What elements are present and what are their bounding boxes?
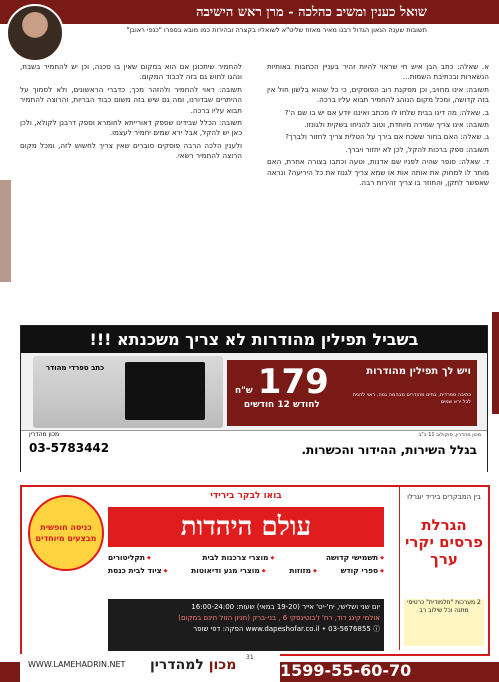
ad-footer — [21, 430, 487, 472]
ad-phone-label: מכון מהדרין — [29, 431, 60, 438]
paragraph: תשובה: אינו צריך שמירה מיוחדת, וטוב להניחו בשקית ולגונזו. — [304, 120, 489, 130]
fair-title: עולם היהדות — [108, 507, 384, 547]
article-column-left — [20, 62, 242, 164]
fair-main-panel — [108, 489, 384, 651]
decorative-side-tab-right — [492, 312, 499, 414]
article-column-right — [267, 62, 489, 190]
fair-top-line: בואו לבקר בירידי — [210, 491, 282, 501]
brand-accent: למהדרין — [150, 657, 204, 673]
price-monthly: לחודש 12 חודשים — [243, 400, 320, 410]
fair-venue-line: אולמי קינג דוד, רח' ז'בוטינסקי 6 , בני-ברק (חניון הזול חינם במקום) — [178, 614, 380, 622]
case-label: כתב ספרדי מהודר — [45, 364, 105, 372]
raffle-prizes: 2 מערכות "תלמודית" כרטיסי מתנה וכל שילוב רב — [404, 599, 484, 646]
footer-phone[interactable]: 1599-55-60-70 — [280, 661, 412, 680]
paragraph: תשובה: ראוי להחמיר ולהזהר מכך, כדברי הראשונים, ולא לסמוך על ההיתרים שבדורנו, ומה גם שיש בזה משום כבוד הבריות, והרוצה להחמיר תבוא עליו ברכה. — [20, 84, 242, 115]
paragraph: א. שאלה: כתב הבן איש חי שראוי להיות זהיר בעניין הכתבות באותיות הנשארות ובכתיבת השמות... — [267, 62, 489, 82]
fair-contact-line[interactable]: www.dapeshofar.co.il • 03-5676855 ⓘ הפקה: דפי שופר — [193, 625, 380, 633]
ad-slogan: בגלל השירות, ההידור והכשרות. — [301, 443, 477, 457]
price-unit: ש"ח — [235, 386, 253, 396]
category-item: ◆ תקליטורים — [108, 551, 151, 564]
intro-text: תשובות שענה הגאון הגדול רבנו מאיר מאזוז שליט"א לשואליו בקצרה ובהירות כמו מובא בספרו "כנפי ראובן" — [126, 26, 427, 34]
paragraph: ג. שאלה: האם בחור ששכח אם בירך על הטלית צריך לחזור ולברך? — [285, 132, 489, 142]
category-item: ◆ ספרי קודש — [341, 564, 384, 577]
paragraph: ב. שאלה: מה דינו בבית שלחו לו מכתב ואיננו יודע אם יש בו שם ה'? — [284, 107, 489, 117]
decorative-side-tab — [0, 180, 11, 282]
raffle-title: הגרלת פרסים יקרי ערך — [404, 516, 484, 568]
paragraph: תשובה: אינו מחויב, וכן מסקנת רוב הפוסקים, כי כל שהוא בלשון חול אין בזה קדושה, ומכל מקום הנוהג להחמיר תבוא עליו ברכה. — [267, 84, 489, 105]
paragraph: תשובה: הכלל שבידינו שספק דאורייתא לחומרא וספק דרבנן לקולא, ולכן כאן יש להקל, אבל ירא שמים יחמיר לעצמו. — [20, 118, 242, 138]
tefillin-box-icon — [125, 362, 205, 420]
paragraph: להחמיר שיתכונן אם הוא במקום שאין בו סכנה, וכן יש להחמיר בשבת, ונהגו לחוש גם בזה לכבוד המקום. — [20, 62, 242, 82]
category-row — [108, 564, 384, 577]
offer-title: ויש לך תפילין מהודרות — [366, 366, 471, 377]
raffle-intro: בין המבקרים ביריד יוגרלו — [407, 493, 481, 501]
paragraph: תשובה: ספק ברכות להקל, לכן לא יחזור ויברך. — [345, 144, 489, 154]
fair-categories — [108, 551, 384, 577]
category-row — [108, 551, 384, 564]
ad-address: מכון מהדרין, סוקולוב 11 ב"ב — [418, 432, 481, 438]
price-value: 179 — [257, 362, 329, 402]
page-number: 31 — [246, 654, 254, 661]
fair-advertisement[interactable] — [20, 485, 490, 656]
category-item: ◆ תשמישי קדושה — [326, 551, 384, 564]
tefillin-case-image — [33, 356, 223, 428]
price-block — [235, 364, 329, 410]
brand-main: מכון — [208, 657, 237, 673]
offer-subtitle: כתיבה ספרדית, בתים מהודרים מבהמה גסה, ראוי להניח לכל ירא שמים — [352, 392, 471, 405]
paragraph: ולענין הלכה הרבה פוסקים סוברים שאין צריך לחשוש לזה, ומכל מקום הרוצה להחמיר רשאי. — [20, 140, 242, 161]
footer-brand — [150, 657, 236, 673]
ad-headline: בשביל תפילין מהודרות לא צריך משכנתא !!! — [21, 326, 487, 353]
free-entry-badge — [28, 495, 104, 571]
fair-date-line: יום שני ושלישי, יח'-יט' אייר (19-20 במאי) שעות: 16:00-24:00 — [191, 603, 380, 611]
raffle-panel — [399, 487, 488, 650]
ad-phone[interactable]: 03-5783442 — [29, 441, 110, 455]
badge-text: כניסה חופשית מבצעים מיוחדים — [35, 523, 97, 543]
category-item: ◆ מזוזות — [289, 564, 317, 577]
category-item: ◆ ציוד לבית כנסת — [108, 564, 167, 577]
page-title: שואל כענין ומשיב כהלכה - מרן ראש הישיבה — [196, 5, 427, 20]
footer-url[interactable]: WWW.LAMEHADRIN.NET — [28, 660, 126, 669]
price-box — [227, 360, 477, 426]
tefillin-advertisement[interactable] — [20, 325, 488, 472]
fair-info-box — [108, 599, 384, 651]
author-photo — [6, 4, 64, 62]
paragraph: ד. שאלה: סופר שהיה לפניו שם אדנות, וטעה וכתבו בצורה אחרת, האם מותר לו למחוק את אותה אות או שמא צריך לגנוז את כל היריעה? ונראה שאפשר לתקן, והחוזר בו צריך זהירות רבה. — [267, 157, 489, 188]
category-item: ◆ מוצרי צרכנות לבית — [202, 551, 274, 564]
category-item: ◆ מוצרי מגע ודיאוטות — [191, 564, 266, 577]
